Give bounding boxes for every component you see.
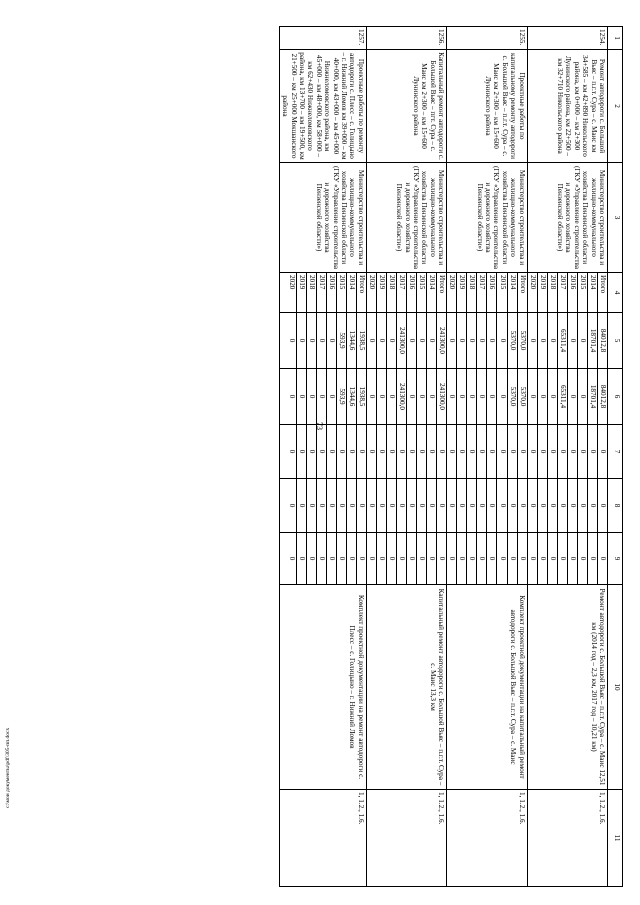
local-budget-value: 0 (367, 503, 376, 508)
local-budget-value: 0 (386, 479, 396, 532)
col-header: 8 (608, 479, 623, 533)
measure-name: Ремонт автодороги с. Большой Вьяс – п.г.т. Сура – с. Маис км 34+585 – км 42+890 Никольского района, км 0+000 – км 2+300 Лунинского района, км 22+500 – км 32+710 Никольского района (527, 50, 607, 163)
federal-budget (447, 425, 527, 479)
other-sources-value: 0 (547, 533, 557, 584)
year-cell (279, 273, 366, 313)
local-budget-value: 0 (486, 479, 496, 532)
regional-budget-value: 241300,0 (396, 369, 406, 424)
year-cell (447, 273, 527, 313)
local-budget-value: 0 (287, 503, 296, 508)
expected-result: Комплект проектной документации на ремонт автодороги с. Плесс – с. Голицыно – г. Нижний Ломов (279, 585, 366, 790)
other-sources-value: 0 (336, 533, 346, 584)
year-cell-value: 2018 (547, 273, 557, 312)
program-table (279, 26, 623, 887)
other-sources-value: 0 (436, 533, 446, 584)
total-funding-value: 5370,0 (507, 313, 517, 368)
local-budget-value: 0 (476, 479, 486, 532)
year-cell-value: 2015 (496, 273, 506, 312)
other-sources-value: 0 (376, 533, 386, 584)
year-cell-value: 2015 (336, 273, 346, 312)
regional-budget-value: 0 (486, 369, 496, 424)
year-cell-value: 2017 (476, 273, 486, 312)
local-budget-value: 0 (396, 479, 406, 532)
col-header: 7 (608, 425, 623, 479)
federal-budget-value: 0 (517, 425, 527, 478)
rotated-table-container (94, 26, 623, 886)
regional-budget-value: 84012,8 (597, 369, 607, 424)
year-cell-value: 2014 (426, 273, 436, 312)
local-budget-value: 0 (316, 479, 326, 532)
row-number: 1257. (279, 27, 366, 50)
other-sources-value: 0 (386, 533, 396, 584)
federal-budget-value: 0 (547, 425, 557, 478)
total-funding-value: 0 (416, 313, 426, 368)
total-funding-value: 0 (448, 338, 457, 343)
year-cell-value: 2017 (396, 273, 406, 312)
regional-budget-value: 0 (306, 369, 316, 424)
other-sources-value: 0 (456, 533, 466, 584)
year-cell-value: 2019 (296, 273, 306, 312)
regional-budget-value: 18701,4 (587, 369, 597, 424)
header-row (608, 27, 623, 887)
year-cell-value: 2014 (587, 273, 597, 312)
regional-budget-value: 0 (466, 369, 476, 424)
regional-budget-value: 0 (496, 369, 506, 424)
total-funding-value: 0 (367, 338, 376, 343)
regional-budget-value: 0 (316, 369, 326, 424)
federal-budget-value: 0 (316, 425, 326, 478)
federal-budget-value: 0 (486, 425, 496, 478)
total-funding-value: 0 (476, 313, 486, 368)
other-sources-value: 0 (316, 533, 326, 584)
local-budget-value: 0 (557, 479, 567, 532)
footer-path: c:\мои документы\pdf\305-пп.docx (5, 727, 11, 808)
federal-budget (527, 425, 607, 479)
federal-budget-value: 0 (448, 449, 457, 454)
col-header: 11 (608, 790, 623, 887)
other-sources-value: 0 (346, 533, 356, 584)
year-cell-value: 2019 (537, 273, 547, 312)
year-cell-value: 2014 (507, 273, 517, 312)
local-budget-value: 0 (466, 479, 476, 532)
regional-budget-value: 0 (386, 369, 396, 424)
federal-budget-value: 0 (336, 425, 346, 478)
table-row (366, 27, 446, 887)
federal-budget (366, 425, 446, 479)
other-sources-value: 0 (567, 533, 577, 584)
expected-result: Ремонт автодороги с. Большой Вьяс – п.г.т. Сура – с. Маис 12,51 км (2014 год – 2,3 км, 2017 год – 10,21 км) (527, 585, 607, 790)
local-budget-value: 0 (496, 479, 506, 532)
other-sources-value: 0 (326, 533, 336, 584)
executor: Министерство строительства и жилищно-коммунального хозяйства Пензенской области (ГКУ «Управление строительства и дорожного хозяйства Пензенской области») (447, 163, 527, 273)
federal-budget-value: 0 (326, 425, 336, 478)
total-funding-value: 241300,0 (436, 313, 446, 368)
local-budget-value: 0 (296, 479, 306, 532)
regional-budget-value: 0 (456, 369, 466, 424)
other-sources-value: 0 (287, 556, 296, 561)
total-funding-value: 0 (537, 313, 547, 368)
federal-budget-value: 0 (577, 425, 587, 478)
year-cell-value: 2015 (416, 273, 426, 312)
year-cell-value: 2018 (306, 273, 316, 312)
year-cell-value: 2020 (287, 275, 296, 290)
total-funding (366, 313, 446, 369)
other-sources-value: 0 (356, 533, 366, 584)
col-header: 3 (608, 163, 623, 273)
total-funding-value: 0 (306, 313, 316, 368)
executor: Министерство строительства и жилищно-коммунального хозяйства Пензенской области (ГКУ «Управление строительства и дорожного хозяйства Пензенской области») (279, 163, 366, 273)
row-number: 1255. (447, 27, 527, 50)
federal-budget-value: 0 (466, 425, 476, 478)
other-sources-value: 0 (496, 533, 506, 584)
total-funding (447, 313, 527, 369)
other-sources-value: 0 (537, 533, 547, 584)
year-cell-value: Итого (517, 273, 527, 312)
year-cell-value: 2020 (448, 275, 457, 290)
regional-budget-value: 0 (406, 369, 416, 424)
year-cell-value: 2020 (367, 275, 376, 290)
regional-budget-value: 0 (376, 369, 386, 424)
federal-budget-value: 0 (476, 425, 486, 478)
local-budget-value: 0 (456, 479, 466, 532)
regional-budget (527, 369, 607, 425)
year-cell-value: 2019 (376, 273, 386, 312)
federal-budget-value: 0 (306, 425, 316, 478)
total-funding-value: 0 (316, 313, 326, 368)
local-budget-value: 0 (537, 479, 547, 532)
federal-budget-value: 0 (376, 425, 386, 478)
regional-budget-value: 0 (448, 394, 457, 399)
other-sources-value: 0 (406, 533, 416, 584)
year-cell-value: 2017 (557, 273, 567, 312)
total-funding-value: 241300,0 (396, 313, 406, 368)
measure-name: Капитальный ремонт автодороги с. Большой Вьяс – пгт. Сура – с. Маис км 2+300 – км 15+600 Лунинского района (366, 50, 446, 163)
executor: Министерство строительства и жилищно-коммунального хозяйства Пензенской области (ГКУ «Управление строительства и дорожного хозяйства Пензенской области») (366, 163, 446, 273)
local-budget-value: 0 (436, 479, 446, 532)
total-funding-value: 0 (567, 313, 577, 368)
other-sources-value: 0 (577, 533, 587, 584)
federal-budget-value: 0 (597, 425, 607, 478)
other-sources-value: 0 (296, 533, 306, 584)
other-sources-value: 0 (426, 533, 436, 584)
regional-budget-value: 0 (547, 369, 557, 424)
federal-budget-value: 0 (456, 425, 466, 478)
regional-budget-value: 0 (416, 369, 426, 424)
table-row (527, 27, 607, 887)
other-sources-value: 0 (507, 533, 517, 584)
page-number: 73 (315, 422, 324, 430)
other-sources (447, 533, 527, 585)
total-funding-value: 0 (486, 313, 496, 368)
total-funding-value: 1344,6 (346, 313, 356, 368)
total-funding-value: 1938,5 (356, 313, 366, 368)
year-cell-value: Итого (356, 273, 366, 312)
indicator-ref: 1, 1.2., 1.6. (279, 790, 366, 887)
year-cell-value: Итого (436, 273, 446, 312)
federal-budget-value: 0 (406, 425, 416, 478)
local-budget-value: 0 (376, 479, 386, 532)
regional-budget-value: 241300,0 (436, 369, 446, 424)
year-cell-value: 2015 (577, 273, 587, 312)
local-budget-value: 0 (406, 479, 416, 532)
federal-budget-value: 0 (296, 425, 306, 478)
federal-budget-value: 0 (567, 425, 577, 478)
federal-budget-value: 0 (528, 449, 537, 454)
indicator-ref: 1, 1.2., 1.6. (447, 790, 527, 887)
total-funding (279, 313, 366, 369)
regional-budget-value: 1938,5 (356, 369, 366, 424)
other-sources-value: 0 (528, 556, 537, 561)
year-cell-value: 2020 (528, 275, 537, 290)
federal-budget-value: 0 (537, 425, 547, 478)
total-funding-value: 18701,4 (587, 313, 597, 368)
year-cell-value: 2016 (406, 273, 416, 312)
regional-budget (279, 369, 366, 425)
local-budget-value: 0 (356, 479, 366, 532)
total-funding-value: 0 (577, 313, 587, 368)
year-cell (527, 273, 607, 313)
total-funding-value: 0 (376, 313, 386, 368)
total-funding-value: 0 (496, 313, 506, 368)
year-cell (366, 273, 446, 313)
total-funding-value: 0 (528, 338, 537, 343)
other-sources (366, 533, 446, 585)
measure-name: Проектные работы по капитальному ремонту автодороги с. Большой Вьяс – п.г.т. Сура – с. Маис км 2+300 – км 15+600 Лунинского района (447, 50, 527, 163)
federal-budget-value: 0 (346, 425, 356, 478)
federal-budget-value: 0 (356, 425, 366, 478)
regional-budget-value: 0 (287, 394, 296, 399)
other-sources-value: 0 (416, 533, 426, 584)
local-budget (279, 479, 366, 533)
local-budget-value: 0 (587, 479, 597, 532)
total-funding-value: 0 (406, 313, 416, 368)
federal-budget-value: 0 (557, 425, 567, 478)
col-header: 1 (608, 27, 623, 50)
regional-budget-value: 0 (426, 369, 436, 424)
local-budget-value: 0 (547, 479, 557, 532)
other-sources (527, 533, 607, 585)
year-cell-value: 2019 (456, 273, 466, 312)
table-row (279, 27, 366, 887)
local-budget-value: 0 (426, 479, 436, 532)
regional-budget-value: 0 (326, 369, 336, 424)
expected-result: Комплект проектной документации на капитальный ремонт автодороги с. Большой Вьяс – п.г.т. Сура – с. Маис (447, 585, 527, 790)
federal-budget-value: 0 (367, 449, 376, 454)
federal-budget-value: 0 (496, 425, 506, 478)
regional-budget-value: 593,9 (336, 369, 346, 424)
regional-budget-value: 0 (567, 369, 577, 424)
federal-budget-value: 0 (507, 425, 517, 478)
col-header: 4 (608, 273, 623, 313)
regional-budget-value: 5370,0 (507, 369, 517, 424)
other-sources-value: 0 (517, 533, 527, 584)
regional-budget (447, 369, 527, 425)
local-budget (447, 479, 527, 533)
total-funding-value: 0 (456, 313, 466, 368)
indicator-ref: 1, 1.2., 1.6. (366, 790, 446, 887)
row-number: 1254. (527, 27, 607, 50)
other-sources-value: 0 (557, 533, 567, 584)
federal-budget-value: 0 (587, 425, 597, 478)
total-funding-value: 84012,8 (597, 313, 607, 368)
regional-budget-value: 0 (528, 394, 537, 399)
federal-budget-value: 0 (436, 425, 446, 478)
local-budget-value: 0 (577, 479, 587, 532)
local-budget-value: 0 (336, 479, 346, 532)
other-sources (279, 533, 366, 585)
federal-budget-value: 0 (416, 425, 426, 478)
other-sources-value: 0 (476, 533, 486, 584)
total-funding-value: 0 (547, 313, 557, 368)
executor: Министерство строительства и жилищно-коммунального хозяйства Пензенской области (ГКУ «Управление строительства и дорожного хозяйства Пензенской области») (527, 163, 607, 273)
other-sources-value: 0 (587, 533, 597, 584)
total-funding-value: 0 (326, 313, 336, 368)
year-cell-value: 2017 (316, 273, 326, 312)
other-sources-value: 0 (466, 533, 476, 584)
regional-budget-value: 1344,6 (346, 369, 356, 424)
total-funding-value: 5370,0 (517, 313, 527, 368)
total-funding-value: 0 (386, 313, 396, 368)
local-budget-value: 0 (517, 479, 527, 532)
local-budget (527, 479, 607, 533)
local-budget-value: 0 (448, 503, 457, 508)
year-cell-value: Итого (597, 273, 607, 312)
total-funding-value: 0 (466, 313, 476, 368)
year-cell-value: 2018 (466, 273, 476, 312)
local-budget-value: 0 (306, 479, 316, 532)
regional-budget-value: 5370,0 (517, 369, 527, 424)
local-budget-value: 0 (416, 479, 426, 532)
regional-budget (366, 369, 446, 425)
local-budget-value: 0 (346, 479, 356, 532)
regional-budget-value: 0 (476, 369, 486, 424)
other-sources-value: 0 (486, 533, 496, 584)
total-funding-value: 65311,4 (557, 313, 567, 368)
year-cell-value: 2016 (567, 273, 577, 312)
federal-budget-value: 0 (396, 425, 406, 478)
total-funding-value: 0 (296, 313, 306, 368)
regional-budget-value: 0 (296, 369, 306, 424)
other-sources-value: 0 (597, 533, 607, 584)
row-number: 1256. (366, 27, 446, 50)
other-sources-value: 0 (396, 533, 406, 584)
federal-budget-value: 0 (287, 449, 296, 454)
local-budget-value: 0 (597, 479, 607, 532)
federal-budget-value: 0 (426, 425, 436, 478)
federal-budget-value: 0 (386, 425, 396, 478)
measure-name: Проектные работы по ремонту автодороги с. Плесс – с. Голицыно – г. Нижний Ломов км 39+000 – км 40+000, км 43+000 – км 45+000 Нижнеломовского района, км 45+000 – км 48+000, км 58+000 – км 62+430 Нижнеломовского района, км 13+700 – км 19+500, км 21+500 – км 25+000 Мокшанского района (279, 50, 366, 163)
year-cell-value: 2014 (346, 273, 356, 312)
year-cell-value: 2016 (486, 273, 496, 312)
other-sources-value: 0 (448, 556, 457, 561)
local-budget (366, 479, 446, 533)
regional-budget-value: 0 (367, 394, 376, 399)
year-cell-value: 2018 (386, 273, 396, 312)
local-budget-value: 0 (528, 503, 537, 508)
regional-budget-value: 0 (537, 369, 547, 424)
total-funding-value: 0 (287, 338, 296, 343)
expected-result: Капитальный ремонт автодороги с. Большой Вьяс – п.г.т. Сура – с. Маис 13,3 км (366, 585, 446, 790)
local-budget-value: 0 (567, 479, 577, 532)
col-header: 6 (608, 369, 623, 425)
other-sources-value: 0 (306, 533, 316, 584)
year-cell-value: 2016 (326, 273, 336, 312)
total-funding-value: 593,9 (336, 313, 346, 368)
regional-budget-value: 65311,4 (557, 369, 567, 424)
col-header: 2 (608, 50, 623, 163)
local-budget-value: 0 (326, 479, 336, 532)
total-funding-value: 0 (426, 313, 436, 368)
col-header: 10 (608, 585, 623, 790)
table-row (447, 27, 527, 887)
col-header: 9 (608, 533, 623, 585)
other-sources-value: 0 (367, 556, 376, 561)
col-header: 5 (608, 313, 623, 369)
indicator-ref: 1, 1.2., 1.6. (527, 790, 607, 887)
regional-budget-value: 0 (577, 369, 587, 424)
total-funding (527, 313, 607, 369)
local-budget-value: 0 (507, 479, 517, 532)
federal-budget (279, 425, 366, 479)
